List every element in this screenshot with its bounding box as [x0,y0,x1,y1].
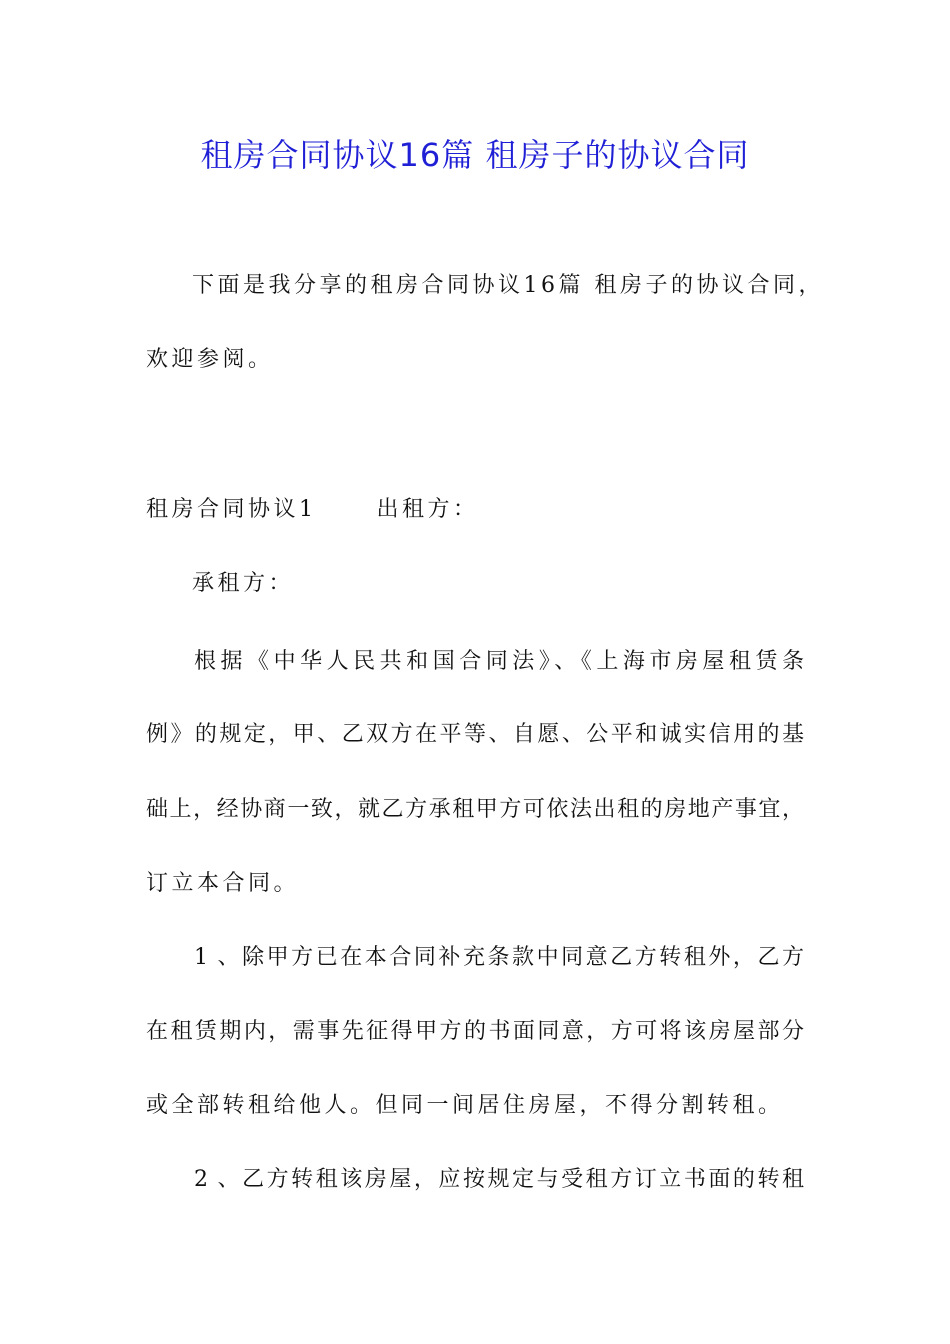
lessor-label: 出租方： [376,497,479,522]
paragraph-1-line-2: 例》的规定，甲、乙双方在平等、自愿、公平和诚实信用的基 [146,722,804,747]
paragraph-2-line-3: 或全部转租给他人。但同一间居住房屋，不得分割转租。 [146,1093,784,1118]
intro-line-1: 下面是我分享的租房合同协议16篇 租房子的协议合同， [192,273,824,298]
intro-line-2: 欢迎参阅。 [146,347,274,372]
paragraph-1-line-4: 订立本合同。 [146,871,300,896]
paragraph-1-line-3: 础上，经协商一致，就乙方承租甲方可依法出租的房地产事宜， [146,797,804,822]
lessee-label: 承租方： [192,571,295,596]
section-heading: 租房合同协议1 [146,497,317,522]
section-heading-row [146,494,806,526]
document-title: 租房合同协议16篇 租房子的协议合同 [200,136,750,174]
paragraph-2-line-1: 1 、除甲方已在本合同补充条款中同意乙方转租外，乙方 [194,945,804,970]
paragraph-1-line-1: 根据《中华人民共和国合同法》、《上海市房屋租赁条 [194,649,804,674]
paragraph-3-line-1: 2 、乙方转租该房屋，应按规定与受租方订立书面的转租 [194,1167,804,1192]
paragraph-2-line-2: 在租赁期内，需事先征得甲方的书面同意，方可将该房屋部分 [146,1019,804,1044]
